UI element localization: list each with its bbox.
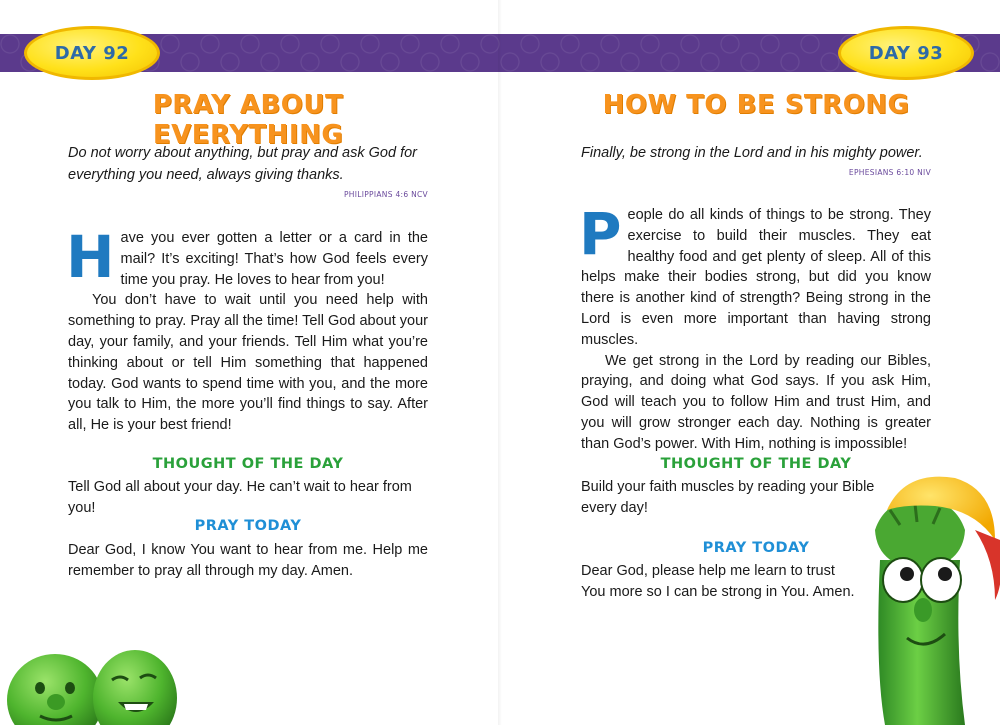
pray-text: Dear God, I know You want to hear from me. Help me remember to pray all through my day. Amen. [68,542,428,579]
book-gutter [498,0,502,725]
paragraph: We get strong in the Lord by reading our Bibles, praying, and doing what God says. If you ask Him, God will teach you to follow Him and trust Him, and you will grow stronger each day. Nothing is greater than God’s power. With Him, nothing is impossible! [581,352,931,452]
pea-character-right-icon [93,650,177,725]
paragraph: You don’t have to wait until you need help with something to pray. Pray all the time! Tell God about your day, your family, and your friends. Tell Him what you’re thinking about or tell Him something that happened today. God wants to spend time with you, and the more you talk to Him, the more you’ll find things to say. After all, He is your best friend! [68,292,428,434]
pray-heading: PRAY TODAY [702,540,810,556]
peas-characters-illustration [0,640,200,725]
thought-heading: THOUGHT OF THE DAY [660,456,852,472]
day-label: DAY 93 [868,42,944,64]
drop-cap: P [579,200,622,268]
asparagus-character-illustration [845,470,1000,725]
thought-text: Build your faith muscles by reading your Bible every day! [581,479,875,516]
scripture-reference: EPHESIANS 6:10 NIV [848,168,931,177]
page-title: PRAY ABOUT EVERYTHING [152,90,344,150]
thought-text: Tell God all about your day. He can’t wait to hear from you! [68,479,412,516]
scripture-reference: PHILIPPIANS 4:6 NCV [343,190,428,199]
pray-text: Dear God, please help me learn to trust You more so I can be strong in You. Amen. [581,563,855,600]
pea-character-left-icon [7,654,103,725]
day-label: DAY 92 [54,42,130,64]
paragraph: ave you ever gotten a letter or a card in the mail? It’s exciting! That’s how God feels every time you pray. He loves to hear from you! [120,230,428,288]
day-badge-left [24,26,160,80]
devotional-body [66,223,428,436]
scripture-verse: Do not worry about anything, but pray and ask God for everything you need, always giving thanks. [68,145,418,183]
day-badge-right [838,26,974,80]
paragraph: eople do all kinds of things to be strong. They exercise to build their muscles. They eat healthy food and get plenty of sleep. All of this helps make their bodies strong, but did you know there is another kind of strength? Being strong in the Lord is even more important than having strong muscles. [581,207,931,348]
scripture-verse: Finally, be strong in the Lord and in his mighty power. [581,145,923,161]
pray-heading: PRAY TODAY [194,518,302,534]
thought-heading: THOUGHT OF THE DAY [152,456,344,472]
drop-cap: H [66,223,115,291]
page-title: HOW TO BE STRONG [602,90,910,120]
devotional-body [579,200,931,455]
